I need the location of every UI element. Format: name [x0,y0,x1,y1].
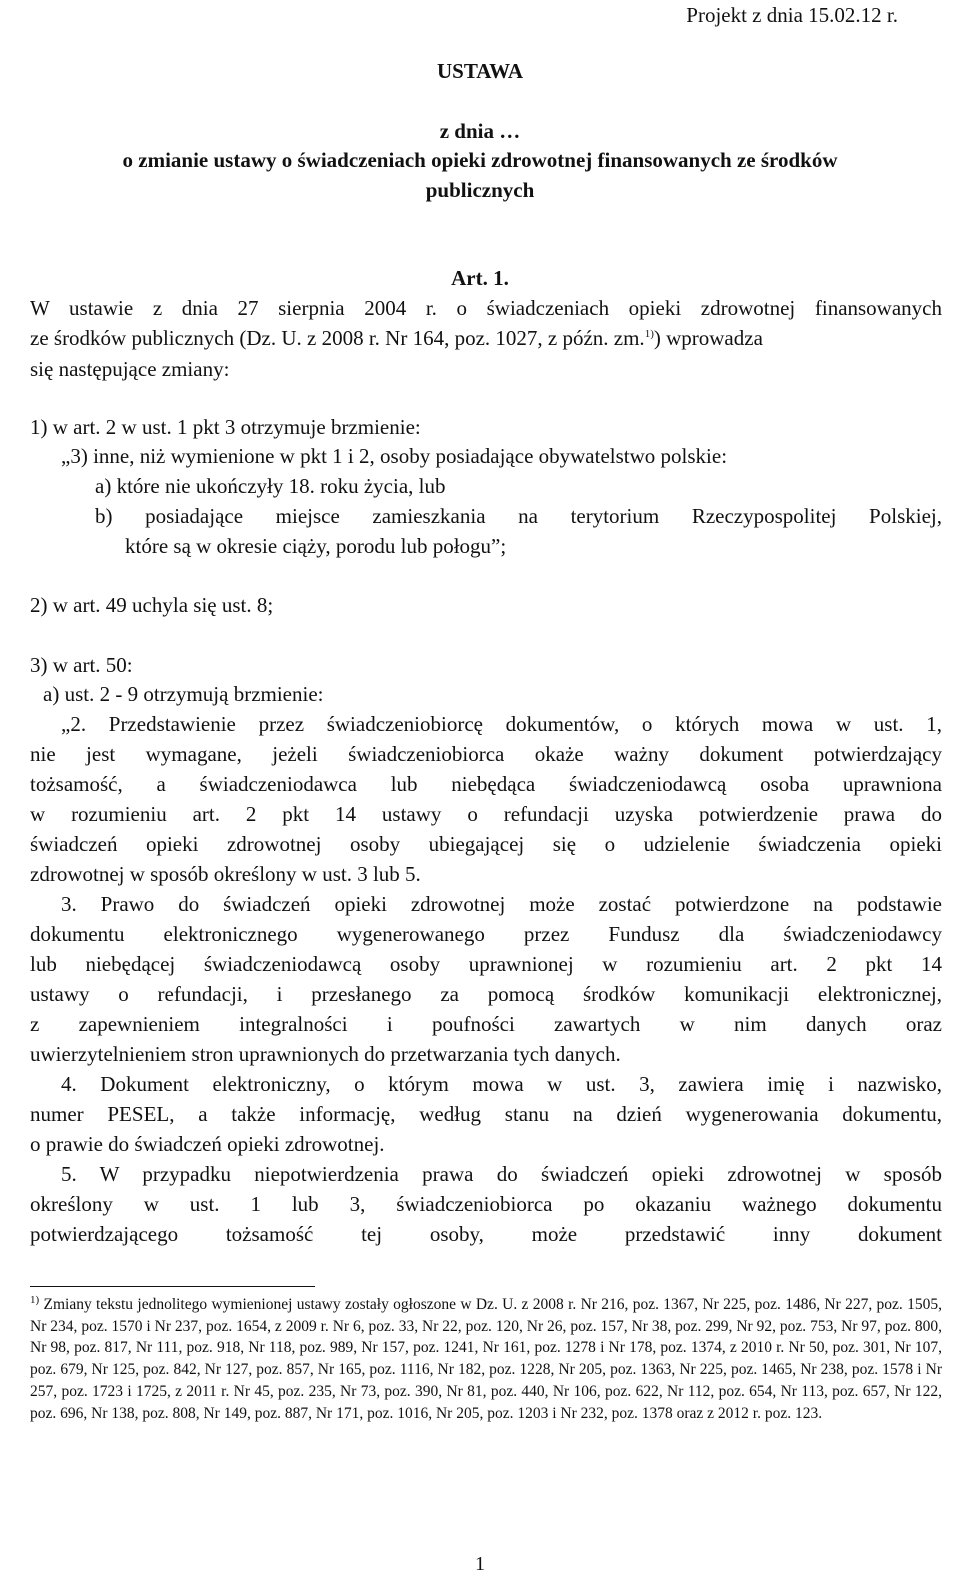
section-2-line-5: świadczeń opieki zdrowotnej osoby ubiegającej się o udzielenie świadczenia opieki [30,832,942,856]
project-date: Projekt z dnia 15.02.12 r. [686,3,898,27]
footnote-separator [30,1286,315,1287]
point-1-b-line-2: które są w okresie ciąży, porodu lub połogu”; [125,534,507,558]
section-3-line-6: uwierzytelnieniem stron uprawnionych do przetwarzania tych danych. [30,1042,621,1066]
section-5-line-1: 5. W przypadku niepotwierdzenia prawa do świadczeń opieki zdrowotnej w sposób [61,1162,942,1186]
point-2: 2) w art. 49 uchyla się ust. 8; [30,593,274,617]
section-3-line-5: z zapewnieniem integralności i poufności zawartych w nim danych oraz [30,1012,942,1036]
point-1-quote: „3) inne, niż wymienione w pkt 1 i 2, osoby posiadające obywatelstwo polskie: [61,444,728,468]
point-3-a: a) ust. 2 - 9 otrzymują brzmienie: [43,682,324,706]
point-1-a: a) które nie ukończyły 18. roku życia, lub [95,474,446,498]
section-2-line-3: tożsamość, a świadczeniodawca lub niebędąca świadczeniodawcą osoba uprawniona [30,772,942,796]
section-2-line-6: zdrowotnej w sposób określony w ust. 3 lub 5. [30,862,421,886]
page-number: 1 [475,1553,485,1575]
article-intro-line-1: W ustawie z dnia 27 sierpnia 2004 r. o świadczeniach opieki zdrowotnej finansowanych [30,296,942,320]
section-3-line-3: lub niebędącej świadczeniodawcą osoby uprawnionej w rozumieniu art. 2 pkt 14 [30,952,942,976]
section-4-line-1: 4. Dokument elektroniczny, o którym mowa w ust. 3, zawiera imię i nazwisko, [61,1072,942,1096]
act-title-line-2: publicznych [425,178,535,202]
section-5-line-3: potwierdzającego tożsamość tej osoby, może przedstawić inny dokument [30,1222,942,1246]
section-4-line-2: numer PESEL, a także informację, według stanu na dzień wygenerowania dokumentu, [30,1102,942,1126]
act-type: USTAWA [437,59,523,83]
footnote-ref: 1) [644,328,654,340]
footnote-marker: 1) [30,1293,40,1306]
section-4-line-3: o prawie do świadczeń opieki zdrowotnej. [30,1132,385,1156]
section-3-line-1: 3. Prawo do świadczeń opieki zdrowotnej może zostać potwierdzone na podstawie [61,892,942,916]
act-date: z dnia … [439,119,521,143]
point-1: 1) w art. 2 w ust. 1 pkt 3 otrzymuje brzmienie: [30,415,421,439]
article-intro-line-3: się następujące zmiany: [30,357,230,381]
point-3: 3) w art. 50: [30,653,133,677]
point-1-b-line-1: b) posiadające miejsce zamieszkania na terytorium Rzeczypospolitej Polskiej, [95,504,942,528]
section-5-line-2: określony w ust. 1 lub 3, świadczeniobiorca po okazaniu ważnego dokumentu [30,1192,942,1216]
act-title-line-1: o zmianie ustawy o świadczeniach opieki zdrowotnej finansowanych ze środków [122,148,838,172]
article-heading: Art. 1. [451,266,509,290]
section-2-line-2: nie jest wymagane, jeżeli świadczeniobiorca okaże ważny dokument potwierdzający [30,742,942,766]
section-3-line-4: ustawy o refundacji, i przesłanego za pomocą środków komunikacji elektronicznej, [30,982,942,1006]
article-intro-line-2: ze środków publicznych (Dz. U. z 2008 r. Nr 164, poz. 1027, z późn. zm.$^{1)}$) wprowadza [30,326,763,350]
section-2-line-4: w rozumieniu art. 2 pkt 14 ustawy o refundacji uzyska potwierdzenie prawa do [30,802,942,826]
footnote [30,1294,942,1424]
section-3-line-2: dokumentu elektronicznego wygenerowanego przez Fundusz dla świadczeniodawcy [30,922,942,946]
footnote-text: Zmiany tekstu jednolitego wymienionej ustawy zostały ogłoszone w Dz. U. z 2008 r. Nr 216, poz. 1367, Nr 225, poz. 1486, Nr 227, poz. 1505, Nr 234, poz. 1570 i Nr 237, poz. 1654, z 2009 r. Nr 6, poz. 33, Nr 22, poz. 120, Nr 26, poz. 157, Nr 38, poz. 299, Nr 92, poz. 753, Nr 97, poz. 800, Nr 98, poz. 817, Nr 111, poz. 918, Nr 118, poz. 989, Nr 157, poz. 1241, Nr 161, poz. 1278 i Nr 178, poz. 1374, z 2010 r. Nr 50, poz. 301, Nr 107, poz. 679, Nr 125, poz. 842, Nr 127, poz. 857, Nr 165, poz. 1116, Nr 182, poz. 1228, Nr 205, poz. 1363, Nr 225, poz. 1465, Nr 238, poz. 1578 i Nr 257, poz. 1723 i 1725, z 2011 r. Nr 45, poz. 235, Nr 73, poz. 390, Nr 81, poz. 440, Nr 106, poz. 622, Nr 112, poz. 654, Nr 113, poz. 657, Nr 122, poz. 696, Nr 138, poz. 808, Nr 149, poz. 887, Nr 171, poz. 1016, Nr 205, poz. 1203 i Nr 232, poz. 1378 oraz z 2012 r. poz. 123. [30,1296,942,1422]
section-2-line-1: „2. Przedstawienie przez świadczeniobiorcę dokumentów, o których mowa w ust. 1, [61,712,942,736]
